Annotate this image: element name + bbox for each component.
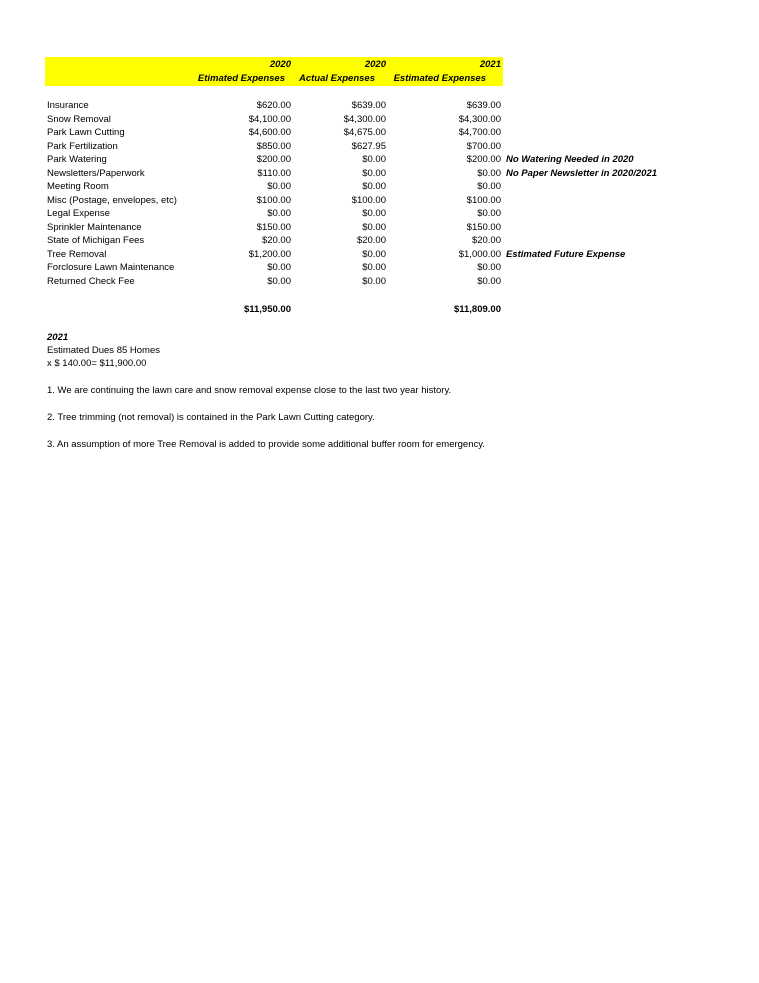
row-label: Sprinkler Maintenance [47,221,142,233]
row-label: Snow Removal [47,113,111,125]
table-row [0,168,759,181]
row-label: Meeting Room [47,181,109,192]
cell-est-2020: $100.00 [256,194,291,206]
total-est-2021: $11,809.00 [453,304,501,315]
table-row [0,222,759,235]
cell-act-2020: $4,675.00 [343,127,386,138]
cell-act-2020: $0.00 [362,208,386,219]
cell-est-2020: $850.00 [256,140,291,152]
cell-est-2021: $4,300.00 [458,113,501,125]
table-row [0,114,759,127]
table-row [0,262,759,275]
header-year-est-2021: 2021 [479,59,501,70]
cell-est-2021: $0.00 [477,181,501,192]
table-row [0,249,759,262]
cell-act-2020: $0.00 [362,248,386,260]
cell-est-2020: $4,100.00 [248,113,291,125]
cell-est-2020: $200.00 [256,154,291,165]
row-label: Returned Check Fee [47,275,135,287]
total-est-2020: $11,950.00 [243,304,291,315]
row-label: Legal Expense [47,208,110,219]
row-note: No Watering Needed in 2020 [506,154,634,165]
table-row [0,100,759,113]
cell-est-2020: $0.00 [267,275,291,287]
table-row [0,208,759,221]
cell-est-2021: $700.00 [466,140,501,152]
dues-line-2: x $ 140.00= $11,900.00 [47,358,147,369]
cell-est-2020: $0.00 [267,262,291,273]
header-year-act-2020: 2020 [364,59,386,70]
cell-est-2021: $0.00 [477,275,501,287]
table-row [0,127,759,140]
cell-act-2020: $627.95 [351,140,386,152]
dues-year: 2021 [47,332,69,343]
note-3: 3. An assumption of more Tree Removal is added to provide some additional buffer room for emergency. [47,439,485,450]
note-2: 2. Tree trimming (not removal) is contained in the Park Lawn Cutting category. [47,412,375,423]
cell-est-2020: $4,600.00 [248,127,291,138]
cell-est-2021: $4,700.00 [458,127,501,138]
cell-act-2020: $100.00 [351,194,386,206]
cell-est-2021: $0.00 [477,208,501,219]
cell-est-2020: $150.00 [256,221,291,233]
row-label: Newsletters/Paperwork [47,167,145,179]
note-1: 1. We are continuing the lawn care and snow removal expense close to the last two year history. [47,385,452,396]
cell-act-2020: $0.00 [362,262,386,273]
row-label: Park Lawn Cutting [47,127,125,138]
cell-act-2020: $0.00 [362,181,386,192]
cell-est-2020: $1,200.00 [248,248,291,260]
table-row [0,181,759,194]
row-note: No Paper Newsletter in 2020/2021 [506,167,658,179]
cell-est-2021: $20.00 [471,235,501,246]
cell-act-2020: $4,300.00 [343,113,386,125]
cell-act-2020: $0.00 [362,275,386,287]
table-row [0,141,759,154]
header-label-est-2021: Estimated Expenses [393,73,486,84]
cell-est-2021: $0.00 [477,262,501,273]
cell-act-2020: $20.00 [356,235,386,246]
row-label: Insurance [47,100,89,111]
cell-act-2020: $0.00 [362,154,386,165]
row-label: Park Fertilization [47,140,118,152]
table-row [0,276,759,289]
cell-est-2021: $200.00 [466,154,501,165]
cell-est-2021: $639.00 [466,100,501,111]
cell-est-2021: $0.00 [477,167,501,179]
table-row [0,154,759,167]
cell-est-2020: $620.00 [256,100,291,111]
table-row [0,195,759,208]
header-label-act-2020: Actual Expenses [298,73,375,84]
cell-est-2020: $110.00 [257,167,291,179]
cell-est-2020: $0.00 [267,208,291,219]
header-year-est-2020: 2020 [269,59,291,70]
dues-line-1: Estimated Dues 85 Homes [47,345,160,356]
cell-est-2020: $20.00 [261,235,291,246]
table-row [0,235,759,248]
row-label: Forclosure Lawn Maintenance [47,262,175,273]
cell-est-2021: $1,000.00 [458,248,501,260]
cell-est-2020: $0.00 [267,181,291,192]
row-label: Tree Removal [47,248,107,260]
cell-est-2021: $150.00 [466,221,501,233]
cell-act-2020: $639.00 [351,100,386,111]
cell-act-2020: $0.00 [362,167,386,179]
cell-act-2020: $0.00 [362,221,386,233]
header-label-est-2020: Etimated Expenses [197,73,285,84]
row-label: Park Watering [47,154,107,165]
cell-est-2021: $100.00 [466,194,501,206]
row-label: Misc (Postage, envelopes, etc) [47,194,177,206]
row-note: Estimated Future Expense [506,248,626,260]
row-label: State of Michigan Fees [47,235,145,246]
